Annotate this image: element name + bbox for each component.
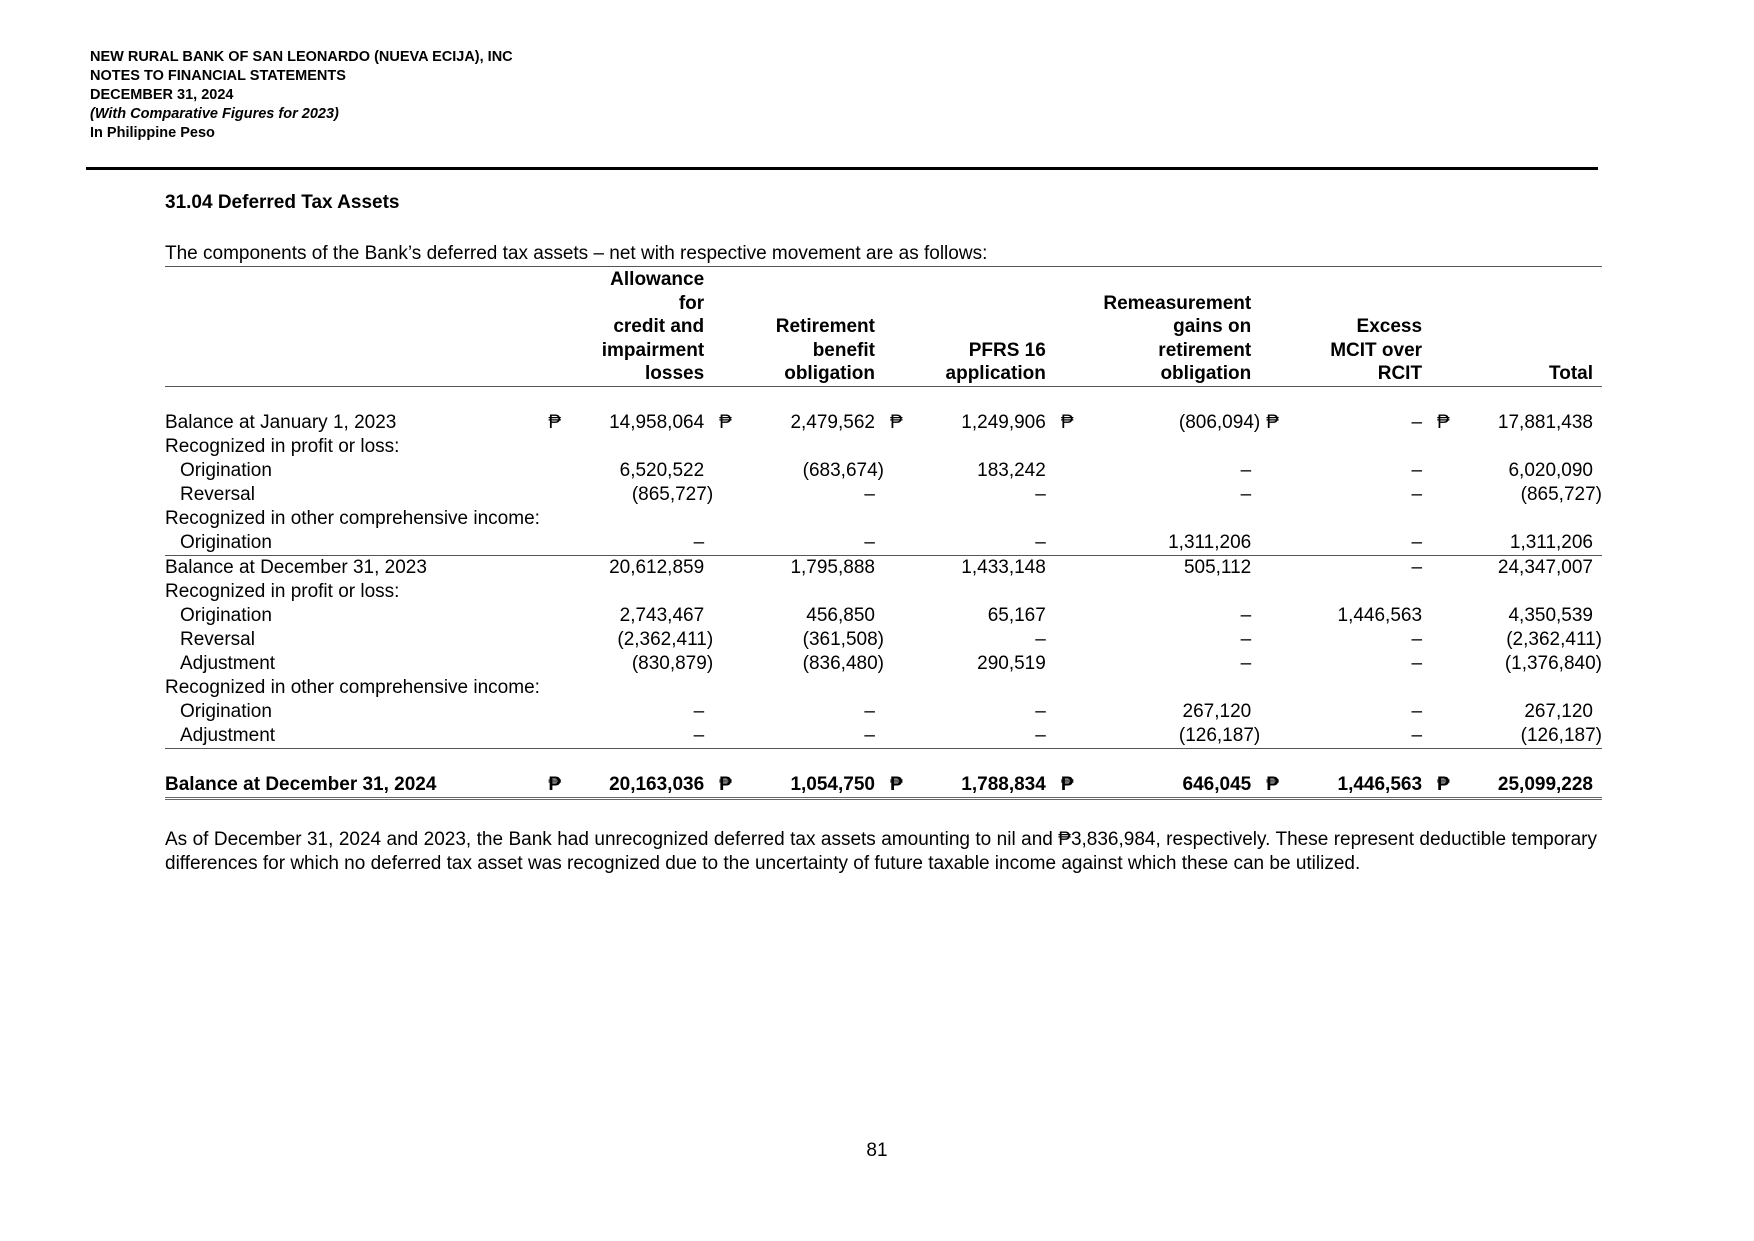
cell-value: 183,242 — [977, 459, 1046, 481]
cell-value: – — [751, 724, 884, 749]
currency-symbol — [713, 604, 751, 628]
cell-value: 6,020,090 — [1508, 459, 1593, 481]
currency-symbol — [713, 700, 751, 724]
currency-symbol: ₱ — [548, 411, 562, 433]
currency-symbol — [542, 700, 580, 724]
currency-symbol: ₱ — [1437, 411, 1450, 433]
table-row — [165, 555, 1602, 580]
cell-value: 646,045 — [1093, 773, 1261, 799]
currency-symbol — [1431, 652, 1469, 676]
table-row — [165, 700, 1602, 724]
currency-symbol: ₱ — [1266, 411, 1279, 433]
cell-value: – — [1240, 628, 1252, 650]
page-number: 81 — [866, 1140, 888, 1161]
row-label: Adjustment — [180, 652, 276, 674]
cell-value: 1,795,888 — [790, 556, 875, 578]
table-row — [165, 411, 1602, 435]
currency-symbol — [884, 724, 922, 749]
cell-value: – — [580, 531, 713, 556]
currency-symbol — [1055, 459, 1093, 483]
table-row — [165, 652, 1602, 676]
currency-symbol — [1431, 483, 1469, 507]
cell-value: (865,727) — [1520, 483, 1602, 505]
row-label: Origination — [165, 531, 542, 556]
currency-symbol — [884, 555, 922, 580]
currency-symbol — [1260, 531, 1298, 556]
cell-value: 505,112 — [1183, 556, 1252, 578]
cell-value: – — [1411, 411, 1423, 433]
cell-value: 14,958,064 — [609, 411, 705, 433]
cell-value: 1,311,206 — [1469, 531, 1602, 556]
cell-value: – — [1035, 700, 1046, 722]
cell-value: – — [1035, 483, 1046, 505]
column-header-retirement-benefit: Retirement benefit obligation — [751, 268, 884, 386]
cell-value: 1,311,206 — [1093, 531, 1261, 556]
cell-value: 1,788,834 — [922, 773, 1055, 799]
section-intro: The components of the Bank’s deferred tax assets – net with respective movement are as follows: — [165, 243, 988, 264]
cell-value: – — [1411, 556, 1423, 578]
currency-symbol: ₱ — [1060, 411, 1074, 433]
cell-value: – — [1240, 459, 1252, 481]
row-label: Origination — [180, 604, 272, 626]
currency-symbol: ₱ — [542, 773, 580, 799]
row-label: Balance at January 1, 2023 — [165, 411, 397, 433]
cell-value: (2,362,411) — [1506, 628, 1602, 650]
cell-value: – — [1411, 483, 1423, 505]
deferred-tax-assets-table — [165, 268, 1602, 800]
cell-value: – — [922, 531, 1055, 556]
currency-note: In Philippine Peso — [90, 125, 215, 141]
cell-value: 1,446,563 — [1337, 604, 1423, 626]
table-row — [165, 724, 1602, 749]
table-row — [165, 507, 1602, 531]
currency-symbol — [1055, 555, 1093, 580]
cell-value: – — [1411, 700, 1423, 722]
currency-symbol — [1260, 459, 1298, 483]
currency-symbol — [1055, 652, 1093, 676]
company-name: NEW RURAL BANK OF SAN LEONARDO (NUEVA ECIJA), INC — [90, 49, 513, 65]
cell-value: (126,187) — [1469, 724, 1602, 749]
cell-value: 4,350,539 — [1508, 604, 1593, 626]
row-label: Recognized in profit or loss: — [165, 580, 400, 602]
table-row — [165, 531, 1602, 556]
cell-value: 1,249,906 — [961, 411, 1046, 433]
cell-value: 2,479,562 — [790, 411, 875, 433]
cell-value: – — [1035, 628, 1046, 650]
currency-symbol: ₱ — [889, 411, 903, 433]
cell-value: 24,347,007 — [1497, 556, 1593, 578]
currency-symbol — [1260, 652, 1298, 676]
currency-symbol — [713, 459, 751, 483]
currency-symbol — [884, 459, 922, 483]
currency-symbol — [884, 483, 922, 507]
currency-symbol — [1055, 483, 1093, 507]
cell-value: 290,519 — [977, 652, 1046, 674]
currency-symbol: ₱ — [1431, 773, 1469, 799]
currency-symbol — [1431, 555, 1469, 580]
currency-symbol — [542, 555, 580, 580]
row-label: Balance at December 31, 2023 — [165, 556, 427, 578]
cell-value: – — [1411, 459, 1423, 481]
header-divider — [86, 167, 1598, 170]
currency-symbol — [713, 531, 751, 556]
document-header — [90, 48, 513, 143]
row-label: Recognized in other comprehensive income: — [165, 676, 540, 698]
intro-divider — [165, 266, 1602, 267]
cell-value: (126,187) — [1093, 724, 1261, 749]
table-row — [165, 435, 1602, 459]
currency-symbol — [884, 604, 922, 628]
currency-symbol — [713, 724, 751, 749]
cell-value: – — [1240, 652, 1252, 674]
table-row-total — [165, 773, 1602, 799]
cell-value: – — [1298, 531, 1431, 556]
currency-symbol — [542, 724, 580, 749]
section-title: 31.04 Deferred Tax Assets — [165, 192, 400, 213]
currency-symbol: ₱ — [719, 411, 732, 433]
row-label: Origination — [180, 459, 272, 481]
cell-value: 1,433,148 — [961, 556, 1046, 578]
cell-value: 1,446,563 — [1298, 773, 1431, 799]
cell-value: 1,054,750 — [751, 773, 884, 799]
statement-date: DECEMBER 31, 2024 — [90, 87, 234, 103]
cell-value: – — [693, 700, 705, 722]
currency-symbol: ₱ — [713, 773, 751, 799]
currency-symbol — [542, 604, 580, 628]
cell-value: – — [922, 724, 1055, 749]
table-row — [165, 628, 1602, 652]
table-row — [165, 676, 1602, 700]
currency-symbol — [542, 652, 580, 676]
comparative-note: (With Comparative Figures for 2023) — [90, 106, 339, 122]
currency-symbol — [884, 531, 922, 556]
cell-value: – — [1411, 628, 1423, 650]
currency-symbol — [542, 628, 580, 652]
currency-symbol — [1055, 724, 1093, 749]
currency-symbol — [1055, 628, 1093, 652]
row-label: Balance at December 31, 2024 — [165, 773, 542, 799]
currency-symbol — [1055, 700, 1093, 724]
cell-value: – — [580, 724, 713, 749]
currency-symbol — [884, 628, 922, 652]
cell-value: (836,480) — [802, 652, 884, 674]
currency-symbol — [542, 531, 580, 556]
cell-value: (1,376,840) — [1504, 652, 1602, 674]
cell-value: – — [751, 531, 884, 556]
currency-symbol — [713, 483, 751, 507]
cell-value: 17,881,438 — [1497, 411, 1593, 433]
cell-value: 267,120 — [1524, 700, 1593, 722]
cell-value: 20,163,036 — [580, 773, 713, 799]
currency-symbol: ₱ — [1055, 773, 1093, 799]
cell-value: (361,508) — [802, 628, 884, 650]
table-header-row — [165, 268, 1602, 386]
row-label: Recognized in other comprehensive income: — [165, 507, 540, 529]
currency-symbol — [1431, 531, 1469, 556]
cell-value: (683,674) — [802, 459, 884, 481]
currency-symbol — [1260, 700, 1298, 724]
document-title: NOTES TO FINANCIAL STATEMENTS — [90, 68, 346, 84]
currency-symbol — [1260, 604, 1298, 628]
row-label: Adjustment — [165, 724, 542, 749]
currency-symbol — [1431, 459, 1469, 483]
column-header-excess-mcit: Excess MCIT over RCIT — [1298, 268, 1431, 386]
row-label: Origination — [180, 700, 272, 722]
cell-value: – — [1240, 483, 1252, 505]
currency-symbol — [1431, 724, 1469, 749]
cell-value: (2,362,411) — [617, 628, 714, 650]
column-header-pfrs16: PFRS 16 application — [922, 268, 1055, 386]
column-header-remeasurement: Remeasurement gains on retirement obligation — [1093, 268, 1261, 386]
column-header-allowance: Allowance for credit and impairment losses — [580, 268, 713, 386]
currency-symbol — [1260, 628, 1298, 652]
currency-symbol — [1055, 604, 1093, 628]
cell-value: – — [1411, 652, 1423, 674]
cell-value: 2,743,467 — [619, 604, 705, 626]
currency-symbol — [1431, 604, 1469, 628]
cell-value: 65,167 — [987, 604, 1046, 626]
currency-symbol — [1055, 531, 1093, 556]
currency-symbol: ₱ — [1260, 773, 1298, 799]
row-label: Recognized in profit or loss: — [165, 435, 400, 457]
currency-symbol — [884, 700, 922, 724]
currency-symbol — [542, 483, 580, 507]
currency-symbol — [713, 555, 751, 580]
table-row — [165, 459, 1602, 483]
table-row — [165, 580, 1602, 604]
cell-value: 6,520,522 — [619, 459, 705, 481]
cell-value: 267,120 — [1182, 700, 1252, 722]
cell-value: 25,099,228 — [1469, 773, 1602, 799]
table-row — [165, 604, 1602, 628]
currency-symbol — [1431, 700, 1469, 724]
cell-value: – — [1240, 604, 1252, 626]
cell-value: – — [864, 483, 875, 505]
cell-value: (830,879) — [631, 652, 714, 674]
currency-symbol — [1260, 724, 1298, 749]
cell-value: (865,727) — [631, 483, 714, 505]
cell-value: 20,612,859 — [609, 556, 705, 578]
currency-symbol — [1260, 483, 1298, 507]
row-label: Reversal — [180, 483, 255, 505]
row-label: Reversal — [180, 628, 255, 650]
currency-symbol — [1260, 555, 1298, 580]
column-header-total: Total — [1469, 268, 1602, 386]
note-paragraph: As of December 31, 2024 and 2023, the Bank had unrecognized deferred tax assets amounting to nil and ₱3,836,984, respectively. These represent deductible temporary differences for which no deferred tax asset was recognized due to the uncertainty of future taxable income against which these can be utilized. — [165, 829, 1597, 874]
currency-symbol: ₱ — [884, 773, 922, 799]
currency-symbol — [884, 652, 922, 676]
cell-value: – — [864, 700, 875, 722]
cell-value: 456,850 — [806, 604, 875, 626]
currency-symbol — [713, 628, 751, 652]
table-row — [165, 483, 1602, 507]
cell-value: (806,094) — [1178, 411, 1261, 433]
currency-symbol — [713, 652, 751, 676]
currency-symbol — [1431, 628, 1469, 652]
cell-value: – — [1298, 724, 1431, 749]
currency-symbol — [542, 459, 580, 483]
